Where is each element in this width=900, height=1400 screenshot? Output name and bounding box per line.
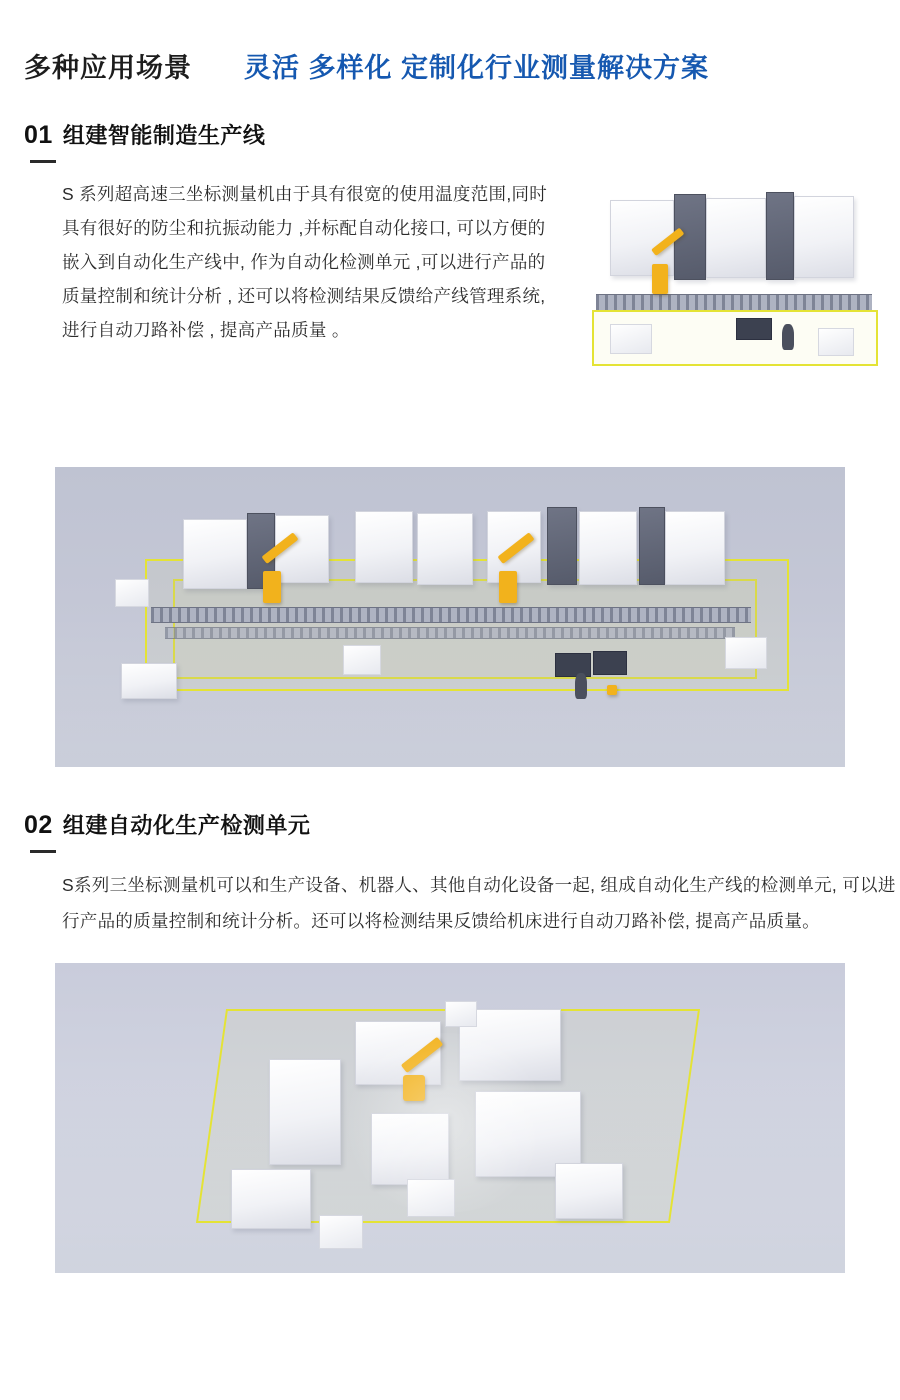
scene-1-monitor-1 xyxy=(555,653,591,677)
section-01-number: 01 xyxy=(24,121,53,149)
inset-box-2 xyxy=(818,328,854,356)
scene-1-robot-2-base xyxy=(499,571,517,603)
scene-2-glow xyxy=(335,1033,555,1213)
scene-2-machine-3 xyxy=(269,1059,341,1165)
inset-box-1 xyxy=(610,324,652,354)
page-subtitle: 灵活 多样化 定制化行业测量解决方案 xyxy=(244,53,710,83)
inset-machine-5 xyxy=(794,196,854,278)
scene-1-machine-9 xyxy=(639,507,665,585)
scene-1-pallet-1 xyxy=(343,645,381,675)
scene-1-conveyor-secondary xyxy=(165,627,735,639)
section-02-body xyxy=(24,867,896,939)
section-01-paragraph: S 系列超高速三坐标测量机由于具有很宽的使用温度范围,同时具有很好的防尘和抗振动能力 ,并标配自动化接口, 可以方便的嵌入到自动化生产线中, 作为自动化检测单元 ,可以进行产品的质量控制和统计分析 , 还可以将检测结果反馈给产线管理系统,进行自动刀路补偿 , 提高产品质量 。 xyxy=(62,184,548,340)
scene-1-indicator xyxy=(607,685,617,695)
scene-1-robot-1-base xyxy=(263,571,281,603)
inset-machine-4 xyxy=(766,192,794,280)
section-02-heading xyxy=(24,809,876,840)
scene-1-machine-5 xyxy=(417,513,473,585)
scene-1-pallet-3 xyxy=(725,637,767,669)
scene-1-monitor-2 xyxy=(593,651,627,675)
scene-1-machine-7 xyxy=(547,507,577,585)
section-02-title: 组建自动化生产检测单元 xyxy=(62,813,311,838)
section-02-illustration xyxy=(55,963,845,1273)
scene-1-pallet-2 xyxy=(115,579,149,607)
scene-1-machine-8 xyxy=(579,511,637,585)
page-title: 多种应用场景 xyxy=(24,53,192,83)
inset-monitor xyxy=(736,318,772,340)
section-01-heading xyxy=(24,119,876,150)
scene-1-workstation xyxy=(121,663,177,699)
section-01-illustration xyxy=(55,467,845,767)
scene-1-machine-1 xyxy=(183,519,247,589)
scene-1-machine-4 xyxy=(355,511,413,583)
inset-machine-3 xyxy=(706,198,766,278)
inset-operator xyxy=(782,324,794,350)
scene-1-conveyor-main xyxy=(151,607,751,623)
scene-2-machine-6 xyxy=(231,1169,311,1229)
section-01-rule xyxy=(30,160,56,163)
section-01-title: 组建智能制造生产线 xyxy=(62,123,266,148)
section-02-paragraph: S系列三坐标测量机可以和生产设备、机器人、其他自动化设备一起, 组成自动化生产线的检测单元, 可以进行产品的质量控制和统计分析。还可以将检测结果反馈给机床进行自动刀路补偿, 提高产品质量。 xyxy=(62,875,896,931)
section-02-number: 02 xyxy=(24,811,53,839)
scene-1-operator xyxy=(575,673,587,699)
scene-1-machine-10 xyxy=(665,511,725,585)
scene-2-box-3 xyxy=(319,1215,363,1249)
page-header xyxy=(24,0,876,95)
inset-robot-base xyxy=(652,264,668,294)
section-01-inset-illustration xyxy=(586,178,882,408)
scene-2-box-1 xyxy=(445,1001,477,1027)
scene-2-machine-7 xyxy=(555,1163,623,1219)
section-02-rule xyxy=(30,850,56,853)
